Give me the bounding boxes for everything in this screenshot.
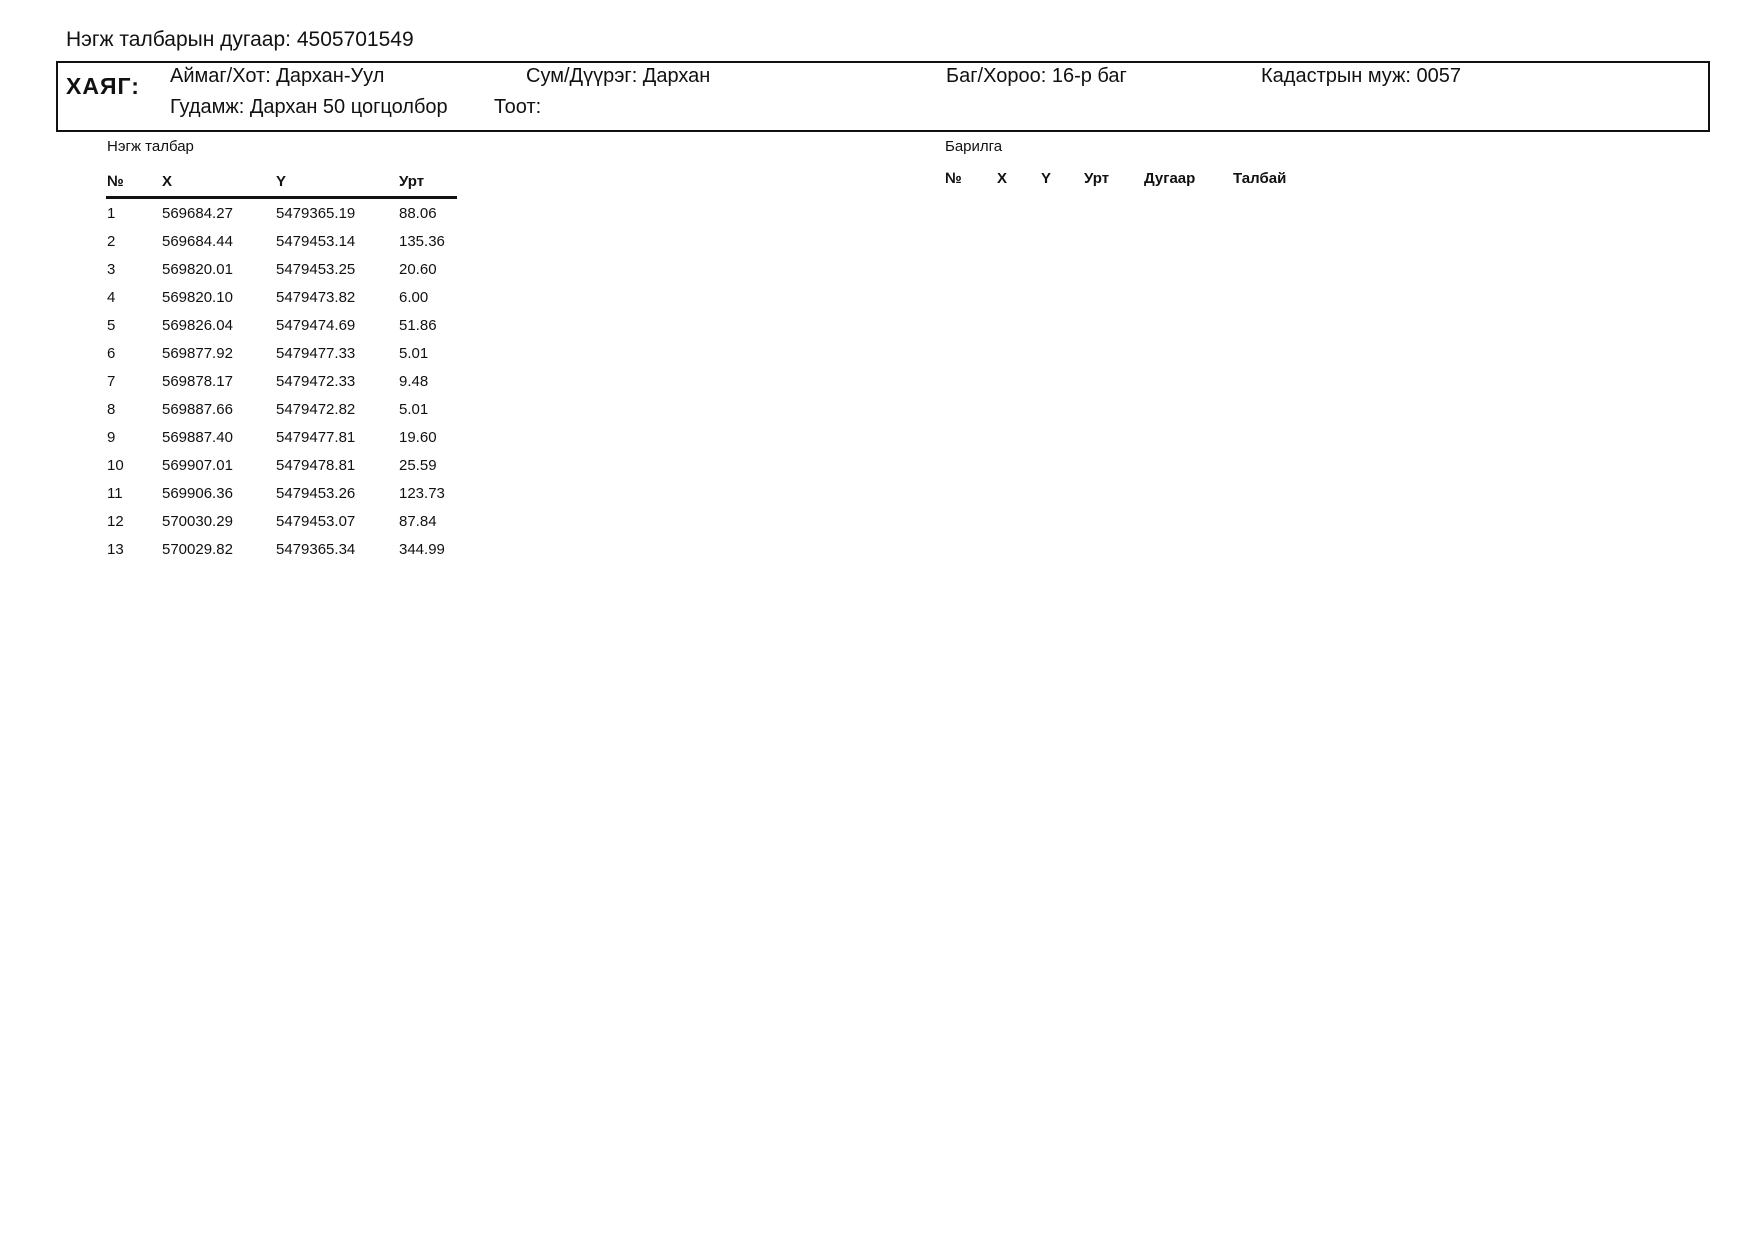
table-row bbox=[106, 535, 457, 563]
cell-length: 135.36 bbox=[399, 232, 445, 250]
table-row bbox=[106, 255, 457, 283]
building-header-area: Талбай bbox=[1233, 170, 1287, 187]
building-header-x: X bbox=[997, 170, 1008, 187]
table-row bbox=[106, 198, 457, 228]
cell-y: 5479472.82 bbox=[276, 400, 356, 418]
cell-x: 569684.27 bbox=[162, 204, 233, 222]
parcel-number-line bbox=[66, 28, 414, 52]
cell-length: 344.99 bbox=[399, 540, 445, 558]
cell-x: 569877.92 bbox=[162, 344, 233, 362]
parcel-table-body bbox=[106, 198, 457, 564]
cell-x: 569820.01 bbox=[162, 260, 233, 278]
cell-length: 19.60 bbox=[399, 428, 437, 446]
cell-number: 2 bbox=[107, 232, 116, 250]
cell-length: 51.86 bbox=[399, 316, 437, 334]
street-field: Гудамж: Дархан 50 цогцолбор bbox=[170, 96, 448, 118]
cell-x: 569878.17 bbox=[162, 372, 233, 390]
building-header-length: Урт bbox=[1084, 170, 1110, 187]
table-row bbox=[106, 311, 457, 339]
building-header-code: Дугаар bbox=[1144, 170, 1196, 187]
parcel-table-header-row bbox=[106, 168, 457, 198]
cell-length: 20.60 bbox=[399, 260, 437, 278]
table-row bbox=[106, 227, 457, 255]
header-number: № bbox=[106, 168, 161, 198]
table-row bbox=[106, 367, 457, 395]
cadastral-zone-field: Кадастрын муж: 0057 bbox=[1261, 65, 1462, 87]
building-table-title: Барилга bbox=[945, 138, 1003, 155]
table-row bbox=[106, 507, 457, 535]
cell-y: 5479365.34 bbox=[276, 540, 356, 558]
cell-number: 1 bbox=[107, 204, 116, 222]
table-row bbox=[106, 395, 457, 423]
cell-y: 5479477.81 bbox=[276, 428, 356, 446]
cell-number: 13 bbox=[107, 540, 124, 558]
cell-y: 5479453.07 bbox=[276, 512, 356, 530]
table-row bbox=[106, 339, 457, 367]
cell-x: 569684.44 bbox=[162, 232, 233, 250]
address-heading: ХАЯГ: bbox=[66, 73, 140, 99]
table-row bbox=[106, 451, 457, 479]
cell-length: 87.84 bbox=[399, 512, 437, 530]
cell-length: 6.00 bbox=[399, 288, 429, 306]
table-row bbox=[106, 479, 457, 507]
cell-y: 5479472.33 bbox=[276, 372, 356, 390]
cell-length: 5.01 bbox=[399, 344, 429, 362]
cell-number: 6 bbox=[107, 344, 116, 362]
door-number-field: Тоот: bbox=[494, 96, 542, 118]
cell-length: 123.73 bbox=[399, 484, 445, 502]
cell-x: 569887.40 bbox=[162, 428, 233, 446]
header-length: Урт bbox=[398, 168, 457, 198]
cell-x: 569820.10 bbox=[162, 288, 233, 306]
cell-y: 5479453.14 bbox=[276, 232, 356, 250]
parcel-number-value: 4505701549 bbox=[296, 28, 414, 51]
cell-x: 570030.29 bbox=[162, 512, 233, 530]
cell-y: 5479473.82 bbox=[276, 288, 356, 306]
cell-number: 7 bbox=[107, 372, 116, 390]
cell-y: 5479365.19 bbox=[276, 204, 356, 222]
cell-number: 10 bbox=[107, 456, 124, 474]
cell-length: 88.06 bbox=[399, 204, 437, 222]
cell-x: 569907.01 bbox=[162, 456, 233, 474]
cell-x: 569887.66 bbox=[162, 400, 233, 418]
cell-y: 5479474.69 bbox=[276, 316, 356, 334]
building-header-y: Y bbox=[1041, 170, 1052, 187]
cell-number: 9 bbox=[107, 428, 116, 446]
cell-x: 569906.36 bbox=[162, 484, 233, 502]
cell-number: 11 bbox=[107, 484, 123, 502]
cell-number: 5 bbox=[107, 316, 116, 334]
cell-x: 570029.82 bbox=[162, 540, 233, 558]
cell-x: 569826.04 bbox=[162, 316, 233, 334]
cell-length: 9.48 bbox=[399, 372, 429, 390]
cell-length: 25.59 bbox=[399, 456, 437, 474]
cell-number: 8 bbox=[107, 400, 116, 418]
bag-khoroo-field: Баг/Хороо: 16-р баг bbox=[946, 65, 1127, 87]
cell-y: 5479478.81 bbox=[276, 456, 356, 474]
cell-length: 5.01 bbox=[399, 400, 429, 418]
table-row bbox=[106, 283, 457, 311]
parcel-number-label: Нэгж талбарын дугаар: bbox=[66, 28, 291, 51]
aimag-city-field: Аймаг/Хот: Дархан-Уул bbox=[170, 65, 385, 87]
cell-y: 5479453.25 bbox=[276, 260, 356, 278]
header-y: Y bbox=[275, 168, 398, 198]
cell-number: 4 bbox=[107, 288, 116, 306]
address-box bbox=[56, 61, 1710, 132]
parcel-table-title: Нэгж талбар bbox=[107, 138, 194, 155]
building-header-number: № bbox=[945, 170, 962, 187]
cell-y: 5479453.26 bbox=[276, 484, 356, 502]
cell-y: 5479477.33 bbox=[276, 344, 356, 362]
cell-number: 12 bbox=[107, 512, 124, 530]
header-x: X bbox=[161, 168, 275, 198]
parcel-coordinates-table bbox=[106, 168, 457, 563]
sum-district-field: Сум/Дүүрэг: Дархан bbox=[526, 65, 711, 87]
table-row bbox=[106, 423, 457, 451]
cell-number: 3 bbox=[107, 260, 116, 278]
